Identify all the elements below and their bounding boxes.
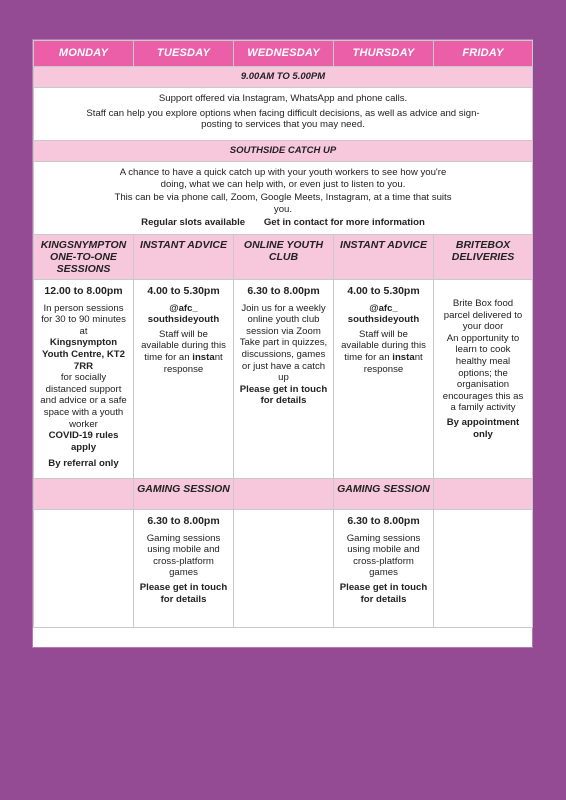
tuesday-gaming-contact: Please get in touch for details: [139, 581, 228, 605]
friday-desc-2: An opportunity to learn to cook healthy meal options; the organisation encourages this as a family activity: [442, 332, 524, 414]
monday-location: Kingsnympton Youth Centre, KT2 7RR: [42, 337, 125, 372]
catchup-title: SOUTHSIDE CATCH UP: [34, 141, 533, 162]
thursday-session: [334, 279, 434, 478]
catchup-line-1: A chance to have a quick catch up with your youth workers to see how you're doing, what we can help with, or even just to listen to you.: [119, 167, 447, 190]
wednesday-time: 6.30 to 8.00pm: [247, 284, 320, 297]
catchup-contact-text: Get in contact for more information: [263, 217, 425, 229]
tuesday-desc-post: nt response: [163, 351, 223, 375]
wednesday-contact: Please get in touch for details: [239, 383, 328, 407]
thursday-desc: [339, 329, 428, 375]
thursday-gaming-title: GAMING SESSION: [334, 478, 434, 509]
monday-empty: [34, 509, 134, 627]
timetable-sheet: [33, 40, 532, 647]
hours-band-row: [34, 67, 533, 88]
wednesday-desc-1: Join us for a weekly online youth club session via Zoom: [241, 302, 326, 337]
catchup-regular: [114, 217, 452, 229]
wednesday-session-title: ONLINE YOUTH CLUB: [234, 234, 334, 279]
friday-session: [434, 279, 533, 478]
monday-covid: COVID-19 rules apply: [48, 430, 119, 453]
friday-empty-title: [434, 478, 533, 509]
tuesday-gaming-time: 6.30 to 8.00pm: [147, 514, 220, 527]
thursday-gaming-time: 6.30 to 8.00pm: [347, 514, 420, 527]
tuesday-handle: @afc_ southsideyouth: [147, 302, 220, 326]
session-detail-row: [34, 279, 533, 478]
day-friday: FRIDAY: [434, 41, 533, 67]
gaming-detail-row: [34, 509, 533, 627]
catchup-band-row: [34, 141, 533, 162]
tuesday-session-title: INSTANT ADVICE: [134, 234, 234, 279]
monday-desc-2: for socially distanced support and advice or a safe space with a youth worker: [40, 372, 127, 430]
tuesday-gaming-desc: Gaming sessions using mobile and cross-platform games: [146, 532, 221, 579]
friday-appointment: By appointment only: [446, 416, 520, 440]
catchup-regular-text: Regular slots available: [141, 217, 246, 229]
catchup-info: [34, 162, 533, 235]
thursday-desc-bold: insta: [392, 351, 415, 363]
thursday-gaming-contact: Please get in touch for details: [339, 581, 428, 605]
catchup-row: [34, 162, 533, 235]
tuesday-desc: [139, 329, 228, 375]
friday-empty: [434, 509, 533, 627]
session-title-row: [34, 234, 533, 279]
day-tuesday: TUESDAY: [134, 41, 234, 67]
monday-referral: By referral only: [48, 458, 119, 470]
support-line-1: Support offered via Instagram, WhatsApp and phone calls.: [158, 93, 408, 104]
thursday-gaming: [334, 509, 434, 627]
wednesday-session: [234, 279, 334, 478]
tuesday-session: [134, 279, 234, 478]
wednesday-desc-2: Take part in quizzes, discussions, games or just have a catch up: [239, 337, 328, 384]
thursday-session-title: INSTANT ADVICE: [334, 234, 434, 279]
day-header-row: [34, 41, 533, 67]
monday-time: 12.00 to 8.00pm: [44, 284, 123, 297]
monday-empty-title: [34, 478, 134, 509]
support-row: [34, 88, 533, 141]
tuesday-gaming: [134, 509, 234, 627]
day-thursday: THURSDAY: [334, 41, 434, 67]
monday-session-title: KINGSNYMPTON ONE-TO-ONE SESSIONS: [34, 234, 134, 279]
weekly-timetable: [33, 40, 533, 628]
monday-desc-1: In person sessions for 30 to 90 minutes at: [41, 302, 126, 337]
day-wednesday: WEDNESDAY: [234, 41, 334, 67]
thursday-desc-post: nt response: [363, 351, 423, 375]
catchup-line-2: This can be via phone call, Zoom, Google Meets, Instagram, at a time that suits you.: [114, 192, 452, 215]
wednesday-empty: [234, 509, 334, 627]
support-line-2: Staff can help you explore options when facing difficult decisions, as well as advice and sign-posting to services that you may need.: [86, 107, 480, 131]
monday-session: [34, 279, 134, 478]
tuesday-desc-pre: Staff will be available during this time for an: [141, 328, 226, 363]
hours-band: 9.00AM TO 5.00PM: [34, 67, 533, 88]
gaming-title-row: [34, 478, 533, 509]
tuesday-desc-bold: insta: [192, 351, 215, 363]
thursday-desc-pre: Staff will be available during this time for an: [341, 328, 426, 363]
thursday-handle: @afc_ southsideyouth: [347, 302, 420, 326]
thursday-time: 4.00 to 5.30pm: [347, 284, 420, 297]
friday-desc-1: Brite Box food parcel delivered to your door: [443, 297, 523, 333]
wednesday-empty-title: [234, 478, 334, 509]
tuesday-gaming-title: GAMING SESSION: [134, 478, 234, 509]
friday-session-title: BRITEBOX DELIVERIES: [434, 234, 533, 279]
tuesday-time: 4.00 to 5.30pm: [147, 284, 220, 297]
support-info: [34, 88, 533, 141]
day-monday: MONDAY: [34, 41, 134, 67]
thursday-gaming-desc: Gaming sessions using mobile and cross-platform games: [346, 532, 421, 579]
